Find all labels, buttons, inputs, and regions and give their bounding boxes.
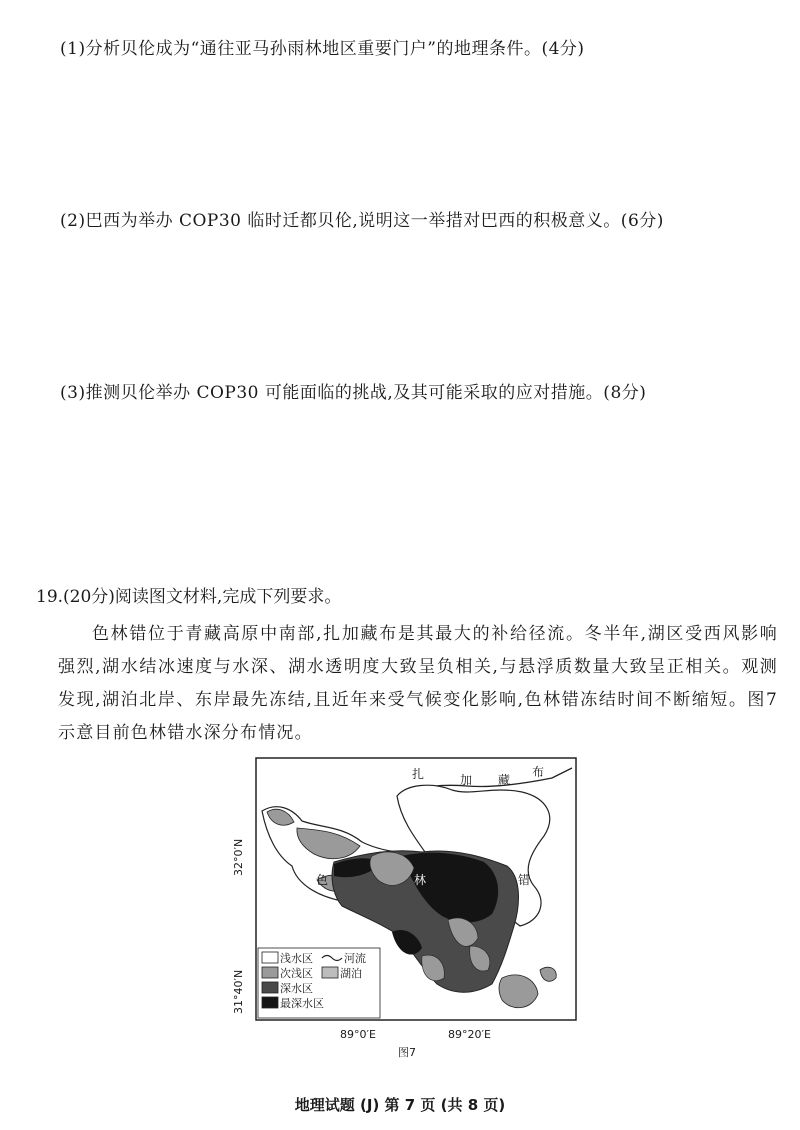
legend-swatch-lake <box>322 967 338 978</box>
lat-label: 32°0′N <box>232 838 245 876</box>
question-1: (1)分析贝伦成为“通往亚马孙雨林地区重要门户”的地理条件。(4分) <box>60 39 585 59</box>
map-legend <box>258 948 380 1018</box>
lon-label: 89°20′E <box>448 1028 491 1041</box>
lake-depth-map <box>222 756 582 1066</box>
lake-name-char: 林 <box>414 873 427 887</box>
legend-swatch-deep <box>262 982 278 993</box>
legend-swatch-deepest <box>262 997 278 1008</box>
legend-shallow: 浅水区 <box>280 952 313 965</box>
legend-lake: 湖泊 <box>340 967 362 980</box>
legend-deep: 深水区 <box>280 982 313 995</box>
page-footer: 地理试题 (J) 第 7 页 (共 8 页) <box>294 1096 506 1114</box>
river-name-char: 加 <box>460 773 473 787</box>
question-19-material: 色林错位于青藏高原中南部,扎加藏布是其最大的补给径流。冬半年,湖区受西风影响强烈,湖水结冰速度与水深、湖水透明度大致呈负相关,与悬浮质数量大致呈正相关。观测发现,湖泊北岸、东岸最先冻结,且近年来受气候变化影响,色林错冻结时间不断缩短。图7示意目前色林错水深分布情况。 <box>58 624 778 743</box>
question-2: (2)巴西为举办 COP30 临时迁都贝伦,说明这一举措对巴西的积极意义。(6分) <box>60 211 664 231</box>
figure-7-map <box>222 756 582 1066</box>
river-name-char: 扎 <box>412 767 425 781</box>
question-3: (3)推测贝伦举办 COP30 可能面临的挑战,及其可能采取的应对措施。(8分) <box>60 383 647 403</box>
lake-name-char: 错 <box>518 873 531 887</box>
lake-name-char: 色 <box>316 873 329 887</box>
river-name-char: 布 <box>532 765 545 779</box>
lon-label: 89°0′E <box>340 1028 376 1041</box>
legend-deepest: 最深水区 <box>280 997 324 1010</box>
legend-river: 河流 <box>344 952 366 965</box>
legend-swatch-shallow <box>262 952 278 963</box>
question-19-heading: 19.(20分)阅读图文材料,完成下列要求。 <box>36 587 342 607</box>
figure-caption: 图7 <box>398 1046 416 1059</box>
lat-label: 31°40′N <box>232 969 245 1014</box>
legend-sub-shallow: 次浅区 <box>280 967 313 980</box>
river-name-char: 藏 <box>498 773 511 787</box>
legend-swatch-sub-shallow <box>262 967 278 978</box>
